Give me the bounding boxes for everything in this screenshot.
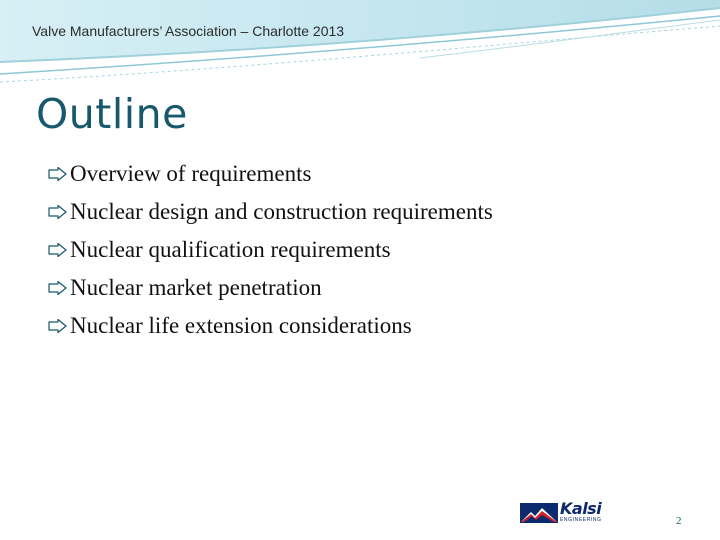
bullet-text: Nuclear life extension considerations [70, 313, 412, 338]
bullet-item [46, 231, 493, 269]
hollow-arrow-icon [46, 243, 68, 257]
bullet-item [46, 307, 493, 345]
slide-title: Outline [36, 90, 188, 138]
kalsi-logo [520, 499, 614, 524]
bullet-item [46, 269, 493, 307]
bullet-text: Nuclear design and construction requirements [70, 199, 493, 224]
bullet-text: Nuclear qualification requirements [70, 237, 391, 262]
hollow-arrow-icon [46, 167, 68, 181]
bullet-list [46, 155, 493, 345]
hollow-arrow-icon [46, 281, 68, 295]
logo-subtitle: ENGINEERING [560, 517, 602, 523]
header-banner [0, 0, 720, 95]
bullet-text: Overview of requirements [70, 161, 312, 186]
logo-wordmark: Kalsi [560, 499, 602, 518]
page-number: 2 [676, 515, 682, 527]
bullet-item [46, 193, 493, 231]
conference-header: Valve Manufacturers’ Association – Charlotte 2013 [32, 23, 345, 39]
hollow-arrow-icon [46, 205, 68, 219]
kalsi-mountain-icon [520, 503, 558, 523]
hollow-arrow-icon [46, 319, 68, 333]
bullet-item [46, 155, 493, 193]
bullet-text: Nuclear market penetration [70, 275, 322, 300]
